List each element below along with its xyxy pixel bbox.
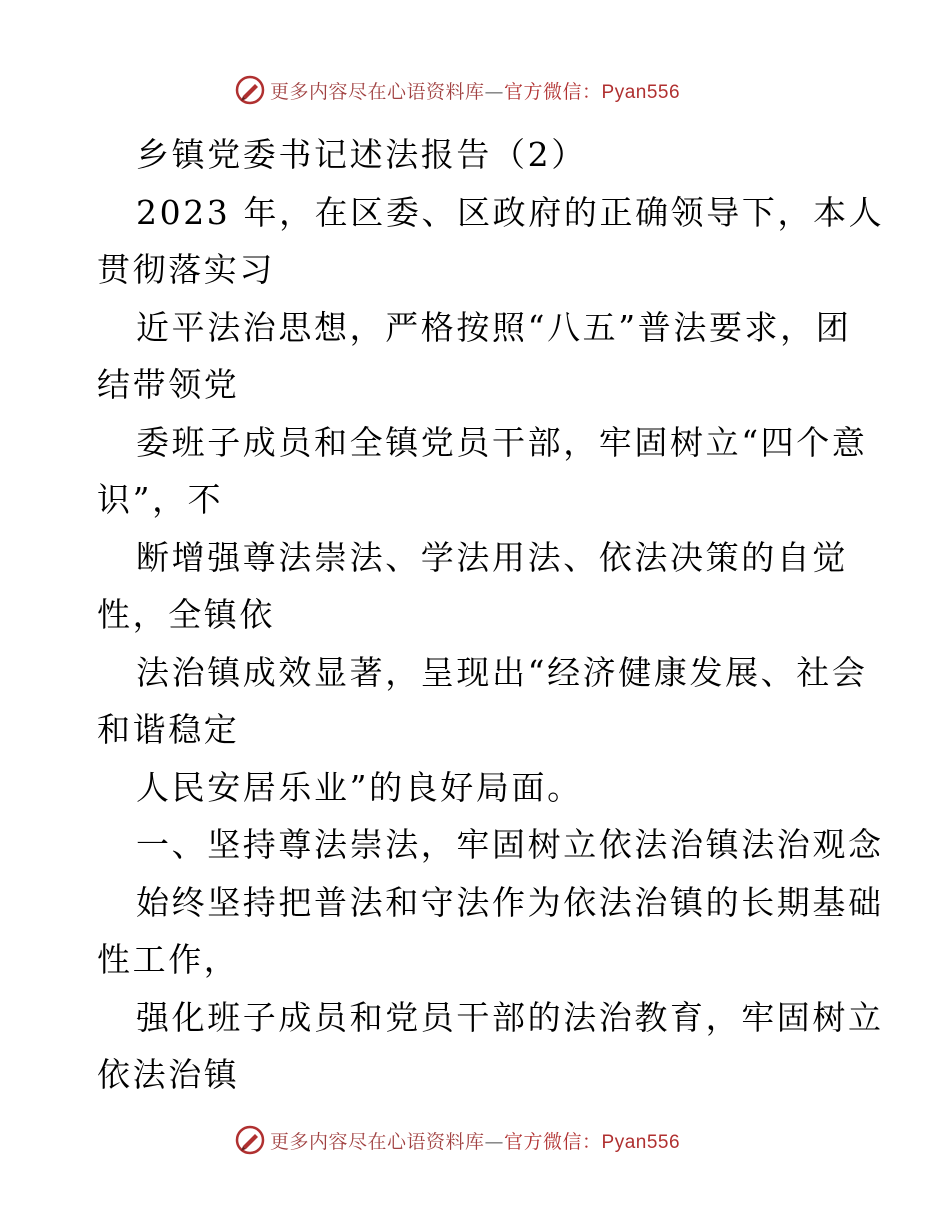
paragraph-line: 始终坚持把普法和守法作为依法治镇的长期基础 <box>136 882 884 922</box>
paragraph-line: 强化班子成员和党员干部的法治教育，牢固树立 <box>136 997 884 1037</box>
banner-text: 更多内容尽在心语资料库 <box>270 1130 485 1153</box>
banner-wechat: 官方微信：Pyan556 <box>504 81 681 103</box>
banner-dash: — <box>484 80 505 103</box>
paragraph-line: 依法治镇 <box>97 1055 240 1094</box>
banner-wechat: 官方微信：Pyan556 <box>504 1131 681 1153</box>
paragraph-line: 断增强尊法崇法、学法用法、依法决策的自觉 <box>136 537 848 577</box>
document-body <box>97 126 885 1104</box>
paragraph-line: 性工作， <box>97 940 240 979</box>
paragraph-line: 2023 年，在区委、区政府的正确领导下，本人 <box>136 192 885 232</box>
pen-logo-icon <box>234 74 266 106</box>
paragraph-line: 人民安居乐业”的良好局面。 <box>136 767 583 807</box>
banner-text: 更多内容尽在心语资料库 <box>270 80 485 103</box>
paragraph-line: 委班子成员和全镇党员干部，牢固树立“四个意 <box>136 422 868 462</box>
paragraph-line: 近平法治思想，严格按照“八五”普法要求，团 <box>136 307 852 347</box>
paragraph-line: 贯彻落实习 <box>97 250 275 289</box>
banner-dash: — <box>484 1130 505 1153</box>
paragraph-line: 识”，不 <box>97 480 224 519</box>
paragraph-line: 法治镇成效显著，呈现出“经济健康发展、社会 <box>136 652 868 692</box>
footer-watermark <box>234 1122 680 1158</box>
paragraph-line: 性，全镇依 <box>97 595 275 634</box>
section-heading: 一、坚持尊法崇法，牢固树立依法治镇法治观念 <box>136 825 884 864</box>
pen-logo-icon <box>234 1124 266 1156</box>
header-watermark <box>234 72 680 108</box>
paragraph-line: 和谐稳定 <box>97 710 240 749</box>
paragraph-line: 结带领党 <box>97 365 240 404</box>
document-title: 乡镇党委书记述法报告（2） <box>136 135 587 174</box>
